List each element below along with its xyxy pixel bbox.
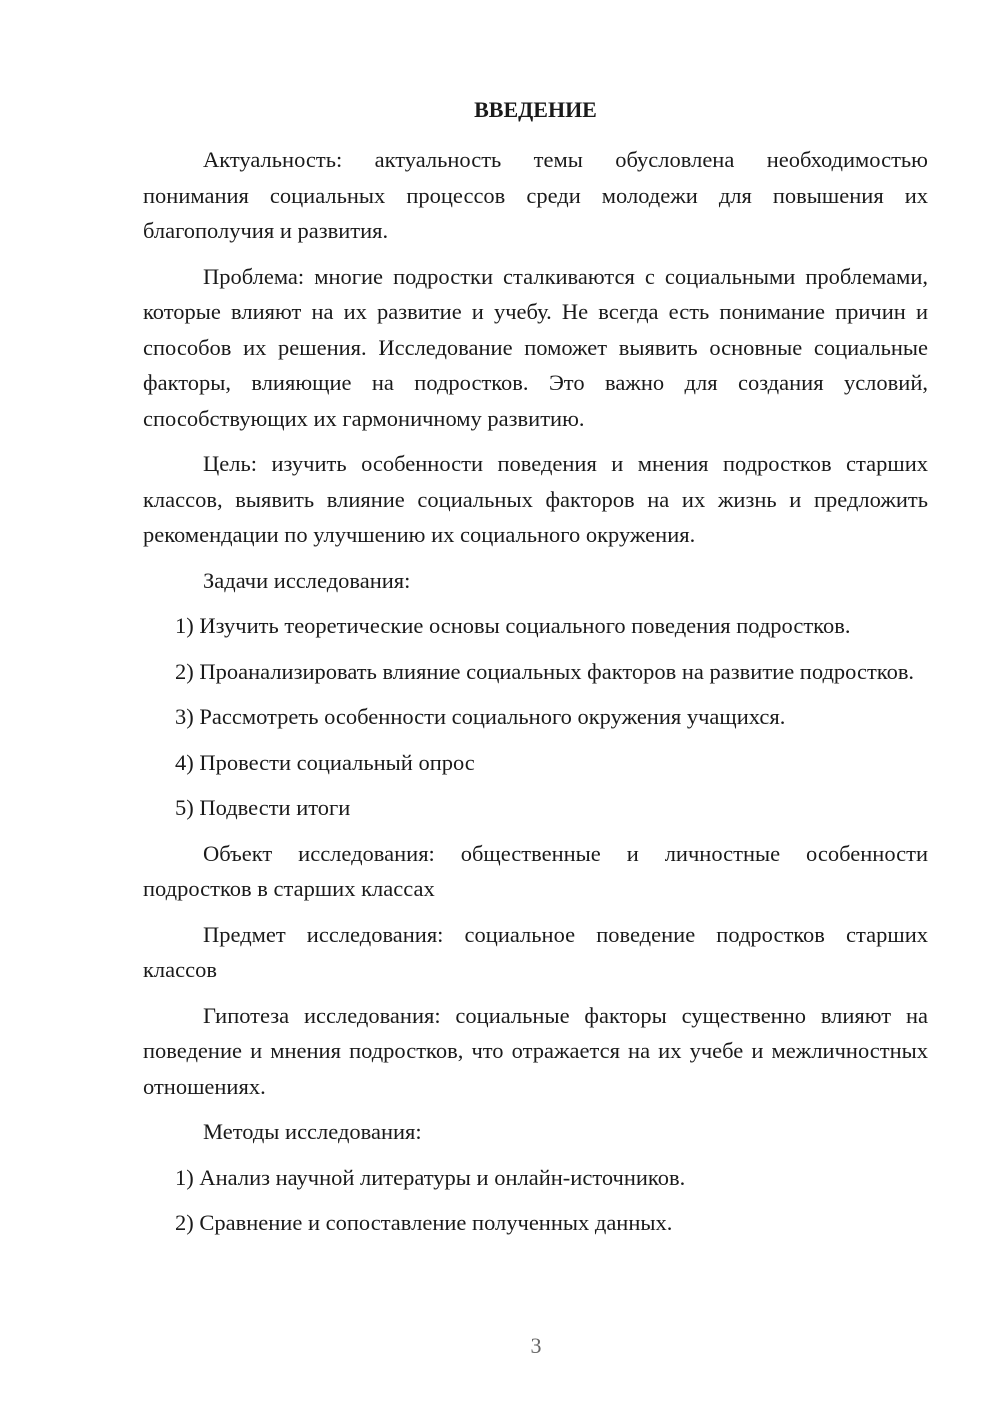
page-title: ВВЕДЕНИЕ	[474, 97, 597, 122]
paragraph-problem: Проблема: многие подростки сталкиваются с социальными проблемами, которые влияют на их развитие и учебу. Не всегда есть понимание причин и способов их решения. Исследование поможет выявить основные социальные факторы, влияющие на подростков. Это важно для создания условий, способствующих их гармоничному развитию.	[143, 263, 928, 431]
paragraph-subject: Предмет исследования: социальное поведение подростков старших классов	[143, 921, 928, 982]
list-item: 3) Рассмотреть особенности социального окружения учащихся.	[175, 704, 786, 729]
paragraph-goal: Цель: изучить особенности поведения и мнения подростков старших классов, выявить влияние социальных факторов на их жизнь и предложить рекомендации по улучшению их социального окружения.	[143, 451, 928, 547]
list-item: 1) Изучить теоретические основы социального поведения подростков.	[175, 613, 851, 638]
list-item: 1) Анализ научной литературы и онлайн-источников.	[175, 1164, 686, 1190]
list-item: 5) Подвести итоги	[175, 795, 351, 820]
paragraph-tasks-heading: Задачи исследования:	[203, 567, 411, 593]
paragraph-hypothesis: Гипотеза исследования: социальные факторы существенно влияют на поведение и мнения подростков, что отражается на их учебе и межличностных отношениях.	[143, 1002, 928, 1099]
list-item: 4) Провести социальный опрос	[175, 749, 475, 775]
paragraph-relevance: Актуальность: актуальность темы обусловлена необходимостью понимания социальных процессов среди молодежи для повышения их благополучия и развития.	[143, 147, 928, 243]
page-number: 3	[530, 1333, 542, 1358]
list-item: 2) Проанализировать влияние социальных факторов на развитие подростков.	[175, 658, 915, 684]
document-page	[143, 96, 928, 1251]
paragraph-object: Объект исследования: общественные и личностные особенности подростков в старших классах	[143, 840, 928, 901]
list-item: 2) Сравнение и сопоставление полученных данных.	[175, 1210, 673, 1235]
paragraph-methods-heading: Методы исследования:	[203, 1119, 422, 1144]
